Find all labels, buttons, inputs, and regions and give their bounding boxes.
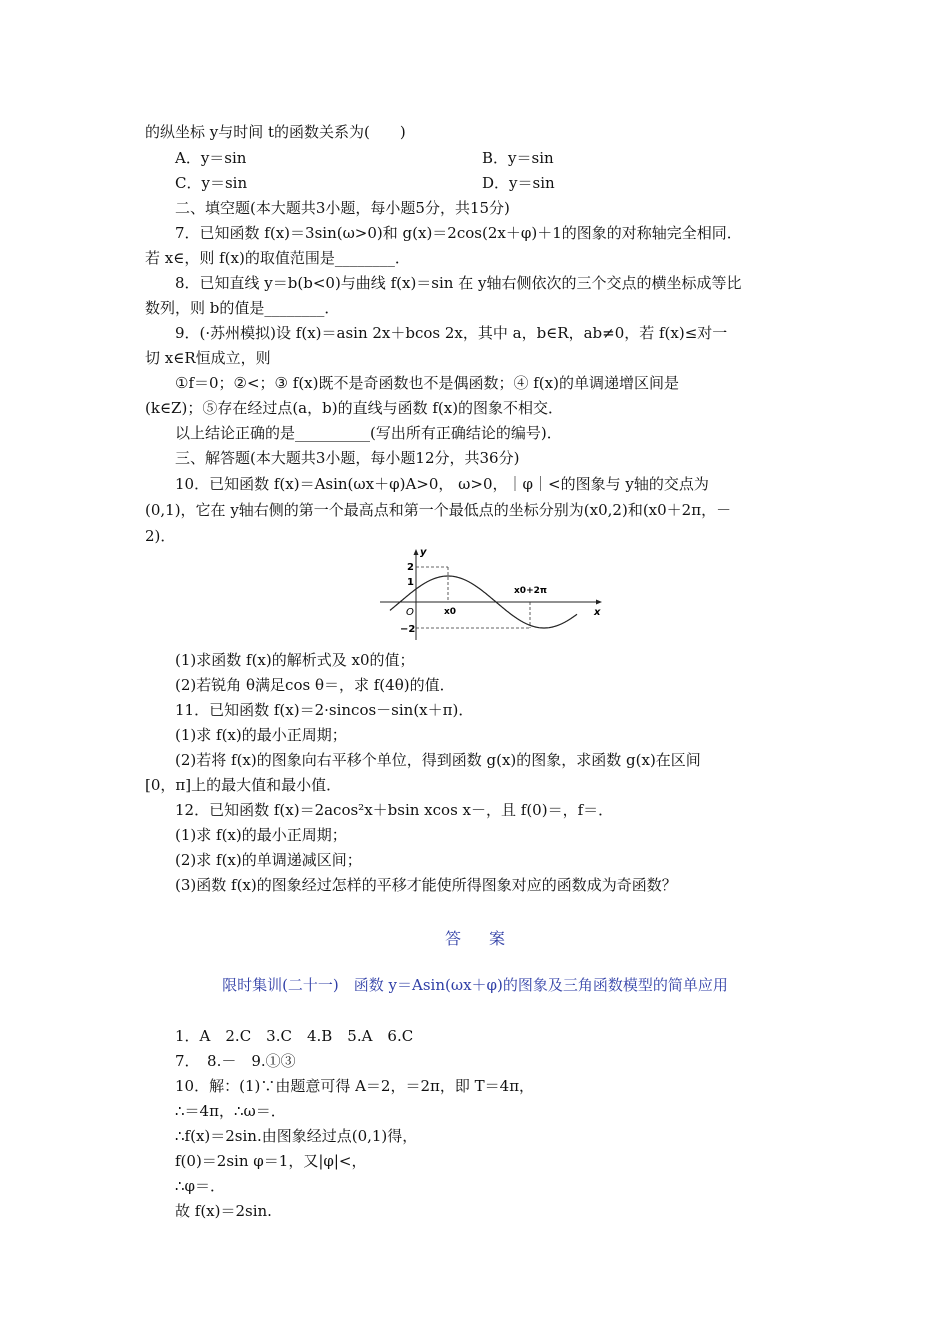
x0-plus-2pi-label: x0+2π (514, 586, 547, 596)
tick-label-2: 2 (407, 562, 414, 573)
text-line: 2)． (145, 527, 176, 545)
text-line: 若 x∈，则 f(x)的取值范围是________． (145, 249, 410, 267)
y-axis-label: y (420, 547, 427, 558)
question-7: 7．已知函数 f(x)＝3sin(ω>0)和 g(x)＝2cos(2x＋φ)＋1的图象的对称轴完全相同． (175, 224, 742, 242)
choice-a: A．y＝sin (175, 149, 247, 167)
answer-line: 1．A 2.C 3.C 4.B 5.A 6.C (175, 1027, 414, 1045)
x-axis-label: x (594, 607, 601, 618)
text-line: (2)若将 f(x)的图象向右平移个单位，得到函数 g(x)的图象，求函数 g(x)在区间 (175, 751, 701, 769)
tick-label-1: 1 (407, 577, 414, 588)
sine-graph-figure (372, 545, 608, 645)
text-line: 的纵坐标 y与时间 t的函数关系为( ) (145, 123, 406, 141)
text-line: (0,1)，它在 y轴右侧的第一个最高点和第一个最低点的坐标分别为(x0,2)和(x0＋2π，－ (145, 501, 732, 519)
answer-line: ∴f(x)＝2sin.由图象经过点(0,1)得， (175, 1127, 418, 1145)
choice-c: C．y＝sin (175, 174, 248, 192)
question-8: 8．已知直线 y＝b(b<0)与曲线 f(x)＝sin 在 y轴右侧依次的三个交点的横坐标成等比 (175, 274, 742, 292)
question-12: 12．已知函数 f(x)＝2acos²x＋bsin xcos x－，且 f(0)＝，f＝． (175, 801, 614, 819)
answer-line: 7． 8.－ 9.①③ (175, 1052, 296, 1070)
text-line: (1)求 f(x)的最小正周期； (175, 726, 347, 744)
text-line: [0，π]上的最大值和最小值． (145, 776, 342, 794)
x0-label: x0 (444, 607, 457, 617)
choice-d: D．y＝sin (482, 174, 555, 192)
section-heading: 三、解答题(本大题共3小题，每小题12分，共36分) (175, 449, 520, 467)
answer-subheading: 限时集训(二十一) 函数 y＝Asin(ωx＋φ)的图象及三角函数模型的简单应用 (222, 976, 728, 994)
question-10: 10．已知函数 f(x)＝Asin(ωx＋φ)A>0， ω>0，｜φ｜<的图象与 y轴的交点为 (175, 475, 709, 493)
y-axis-arrow-icon (414, 549, 419, 555)
origin-label: O (406, 607, 414, 618)
answer-line: ∴φ＝． (175, 1177, 226, 1195)
answer-line: ∴＝4π，∴ω＝． (175, 1102, 286, 1120)
text-line: ①f＝0；②<；③ f(x)既不是奇函数也不是偶函数；④ f(x)的单调递增区间是 (175, 374, 679, 392)
tick-label-neg2: −2 (400, 624, 416, 635)
answer-line: 10．解：(1)∵由题意可得 A＝2，＝2π，即 T＝4π， (175, 1077, 535, 1095)
text-line: (3)函数 f(x)的图象经过怎样的平移才能使所得图象对应的函数成为奇函数？ (175, 876, 677, 894)
text-line: 切 x∈R恒成立，则 (145, 349, 271, 367)
answer-line: f(0)＝2sin φ＝1，又|φ|<， (175, 1152, 367, 1170)
text-line: (2)若锐角 θ满足cos θ＝，求 f(4θ)的值． (175, 676, 455, 694)
x-axis-arrow-icon (596, 600, 602, 605)
choice-b: B．y＝sin (482, 149, 554, 167)
answer-heading: 答案 (444, 929, 533, 948)
text-line: (k∈Z)；⑤存在经过点(a，b)的直线与函数 f(x)的图象不相交． (145, 399, 564, 417)
text-line: 数列，则 b的值是________． (145, 299, 340, 317)
text-line: (1)求 f(x)的最小正周期； (175, 826, 347, 844)
section-heading: 二、填空题(本大题共3小题，每小题5分，共15分) (175, 199, 510, 217)
answer-line: 故 f(x)＝2sin. (175, 1202, 272, 1220)
question-9: 9．(·苏州模拟)设 f(x)＝asin 2x＋bcos 2x，其中 a，b∈R，ab≠0，若 f(x)≤对一 (175, 324, 728, 342)
text-line: (1)求函数 f(x)的解析式及 x0的值； (175, 651, 415, 669)
text-line: 以上结论正确的是__________(写出所有正确结论的编号)． (175, 424, 562, 442)
question-11: 11．已知函数 f(x)＝2·sincos－sin(x＋π)． (175, 701, 474, 719)
text-line: (2)求 f(x)的单调递减区间； (175, 851, 362, 869)
